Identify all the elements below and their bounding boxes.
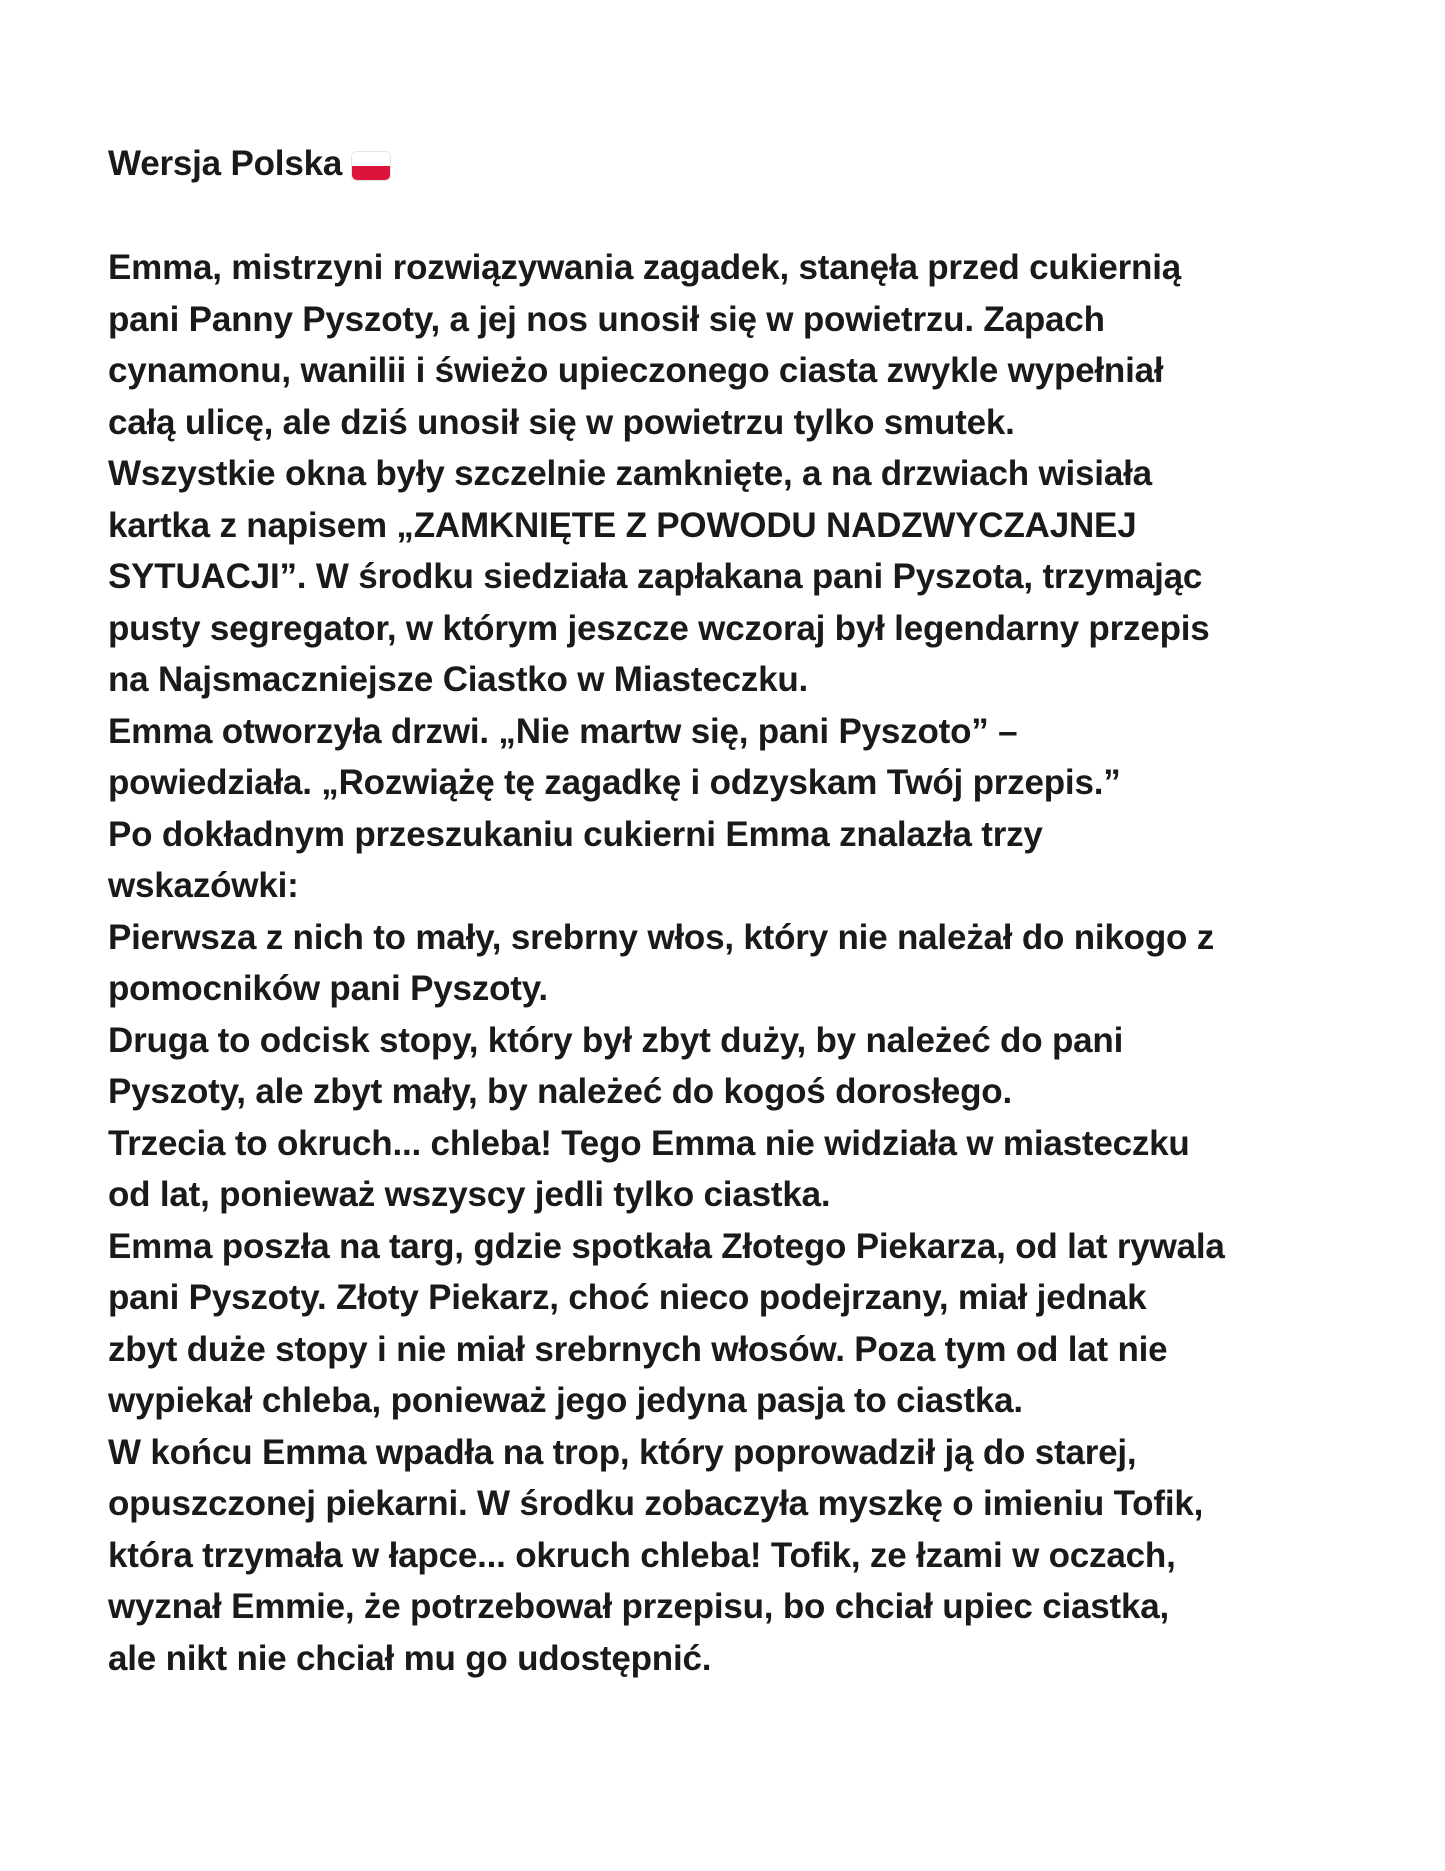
text-line: Emma otworzyła drzwi. „Nie martw się, pani Pyszoto” – (108, 711, 1018, 751)
text-line: wypiekał chleba, ponieważ jego jedyna pasja to ciastka. (108, 1381, 1023, 1420)
text-line: powiedziała. „Rozwiążę tę zagadkę i odzyskam Twój przepis.” (108, 763, 1121, 802)
text-line: wyznał Emmie, że potrzebował przepisu, bo chciał upiec ciastka, (108, 1587, 1170, 1626)
poland-flag-icon (352, 152, 390, 180)
text-line: W końcu Emma wpadła na trop, który poprowadził ją do starej, (108, 1432, 1137, 1472)
text-line: zbyt duże stopy i nie miał srebrnych włosów. Poza tym od lat nie (108, 1329, 1168, 1369)
title-row (108, 138, 1348, 190)
text-line: Druga to odcisk stopy, który był zbyt duży, by należeć do pani (108, 1020, 1124, 1060)
text-line: SYTUACJI”. W środku siedziała zapłakana pani Pyszota, trzymając (108, 557, 1203, 596)
document-page (108, 138, 1348, 1684)
text-line: Pyszoty, ale zbyt mały, by należeć do kogoś dorosłego. (108, 1072, 1012, 1111)
text-line: ale nikt nie chciał mu go udostępnić. (108, 1638, 712, 1678)
text-line: pusty segregator, w którym jeszcze wczoraj był legendarny przepis (108, 608, 1210, 648)
text-line: Wszystkie okna były szczelnie zamknięte, a na drzwiach wisiała (108, 454, 1152, 493)
text-line: która trzymała w łapce... okruch chleba! Tofik, ze łzami w oczach, (108, 1535, 1176, 1575)
text-line: Emma, mistrzyni rozwiązywania zagadek, stanęła przed cukiernią (108, 248, 1182, 287)
text-line: pani Panny Pyszoty, a jej nos unosił się w powietrzu. Zapach (108, 299, 1105, 339)
text-line: całą ulicę, ale dziś unosił się w powietrzu tylko smutek. (108, 402, 1015, 442)
text-line: Trzecia to okruch... chleba! Tego Emma nie widziała w miasteczku (108, 1123, 1190, 1163)
flag-white-stripe (352, 152, 390, 166)
text-line: kartka z napisem „ZAMKNIĘTE Z POWODU NADZWYCZAJNEJ (108, 505, 1137, 545)
text-line: cynamonu, wanilii i świeżo upieczonego ciasta zwykle wypełniał (108, 351, 1164, 390)
text-line: wskazówki: (108, 866, 299, 905)
text-line: opuszczonej piekarni. W środku zobaczyła myszkę o imieniu Tofik, (108, 1484, 1204, 1523)
text-line: pani Pyszoty. Złoty Piekarz, choć nieco podejrzany, miał jednak (108, 1278, 1147, 1317)
text-line: Emma poszła na targ, gdzie spotkała Złotego Piekarza, od lat rywala (108, 1226, 1225, 1266)
story-text (108, 242, 1348, 1684)
text-line: Pierwsza z nich to mały, srebrny włos, który nie należał do nikogo z (108, 917, 1215, 957)
flag-red-stripe (352, 166, 390, 180)
page-title: Wersja Polska (108, 144, 343, 184)
text-line: pomocników pani Pyszoty. (108, 969, 548, 1008)
text-line: od lat, ponieważ wszyscy jedli tylko ciastka. (108, 1175, 831, 1214)
text-line: Po dokładnym przeszukaniu cukierni Emma znalazła trzy (108, 814, 1043, 854)
text-line: na Najsmaczniejsze Ciastko w Miasteczku. (108, 660, 809, 699)
